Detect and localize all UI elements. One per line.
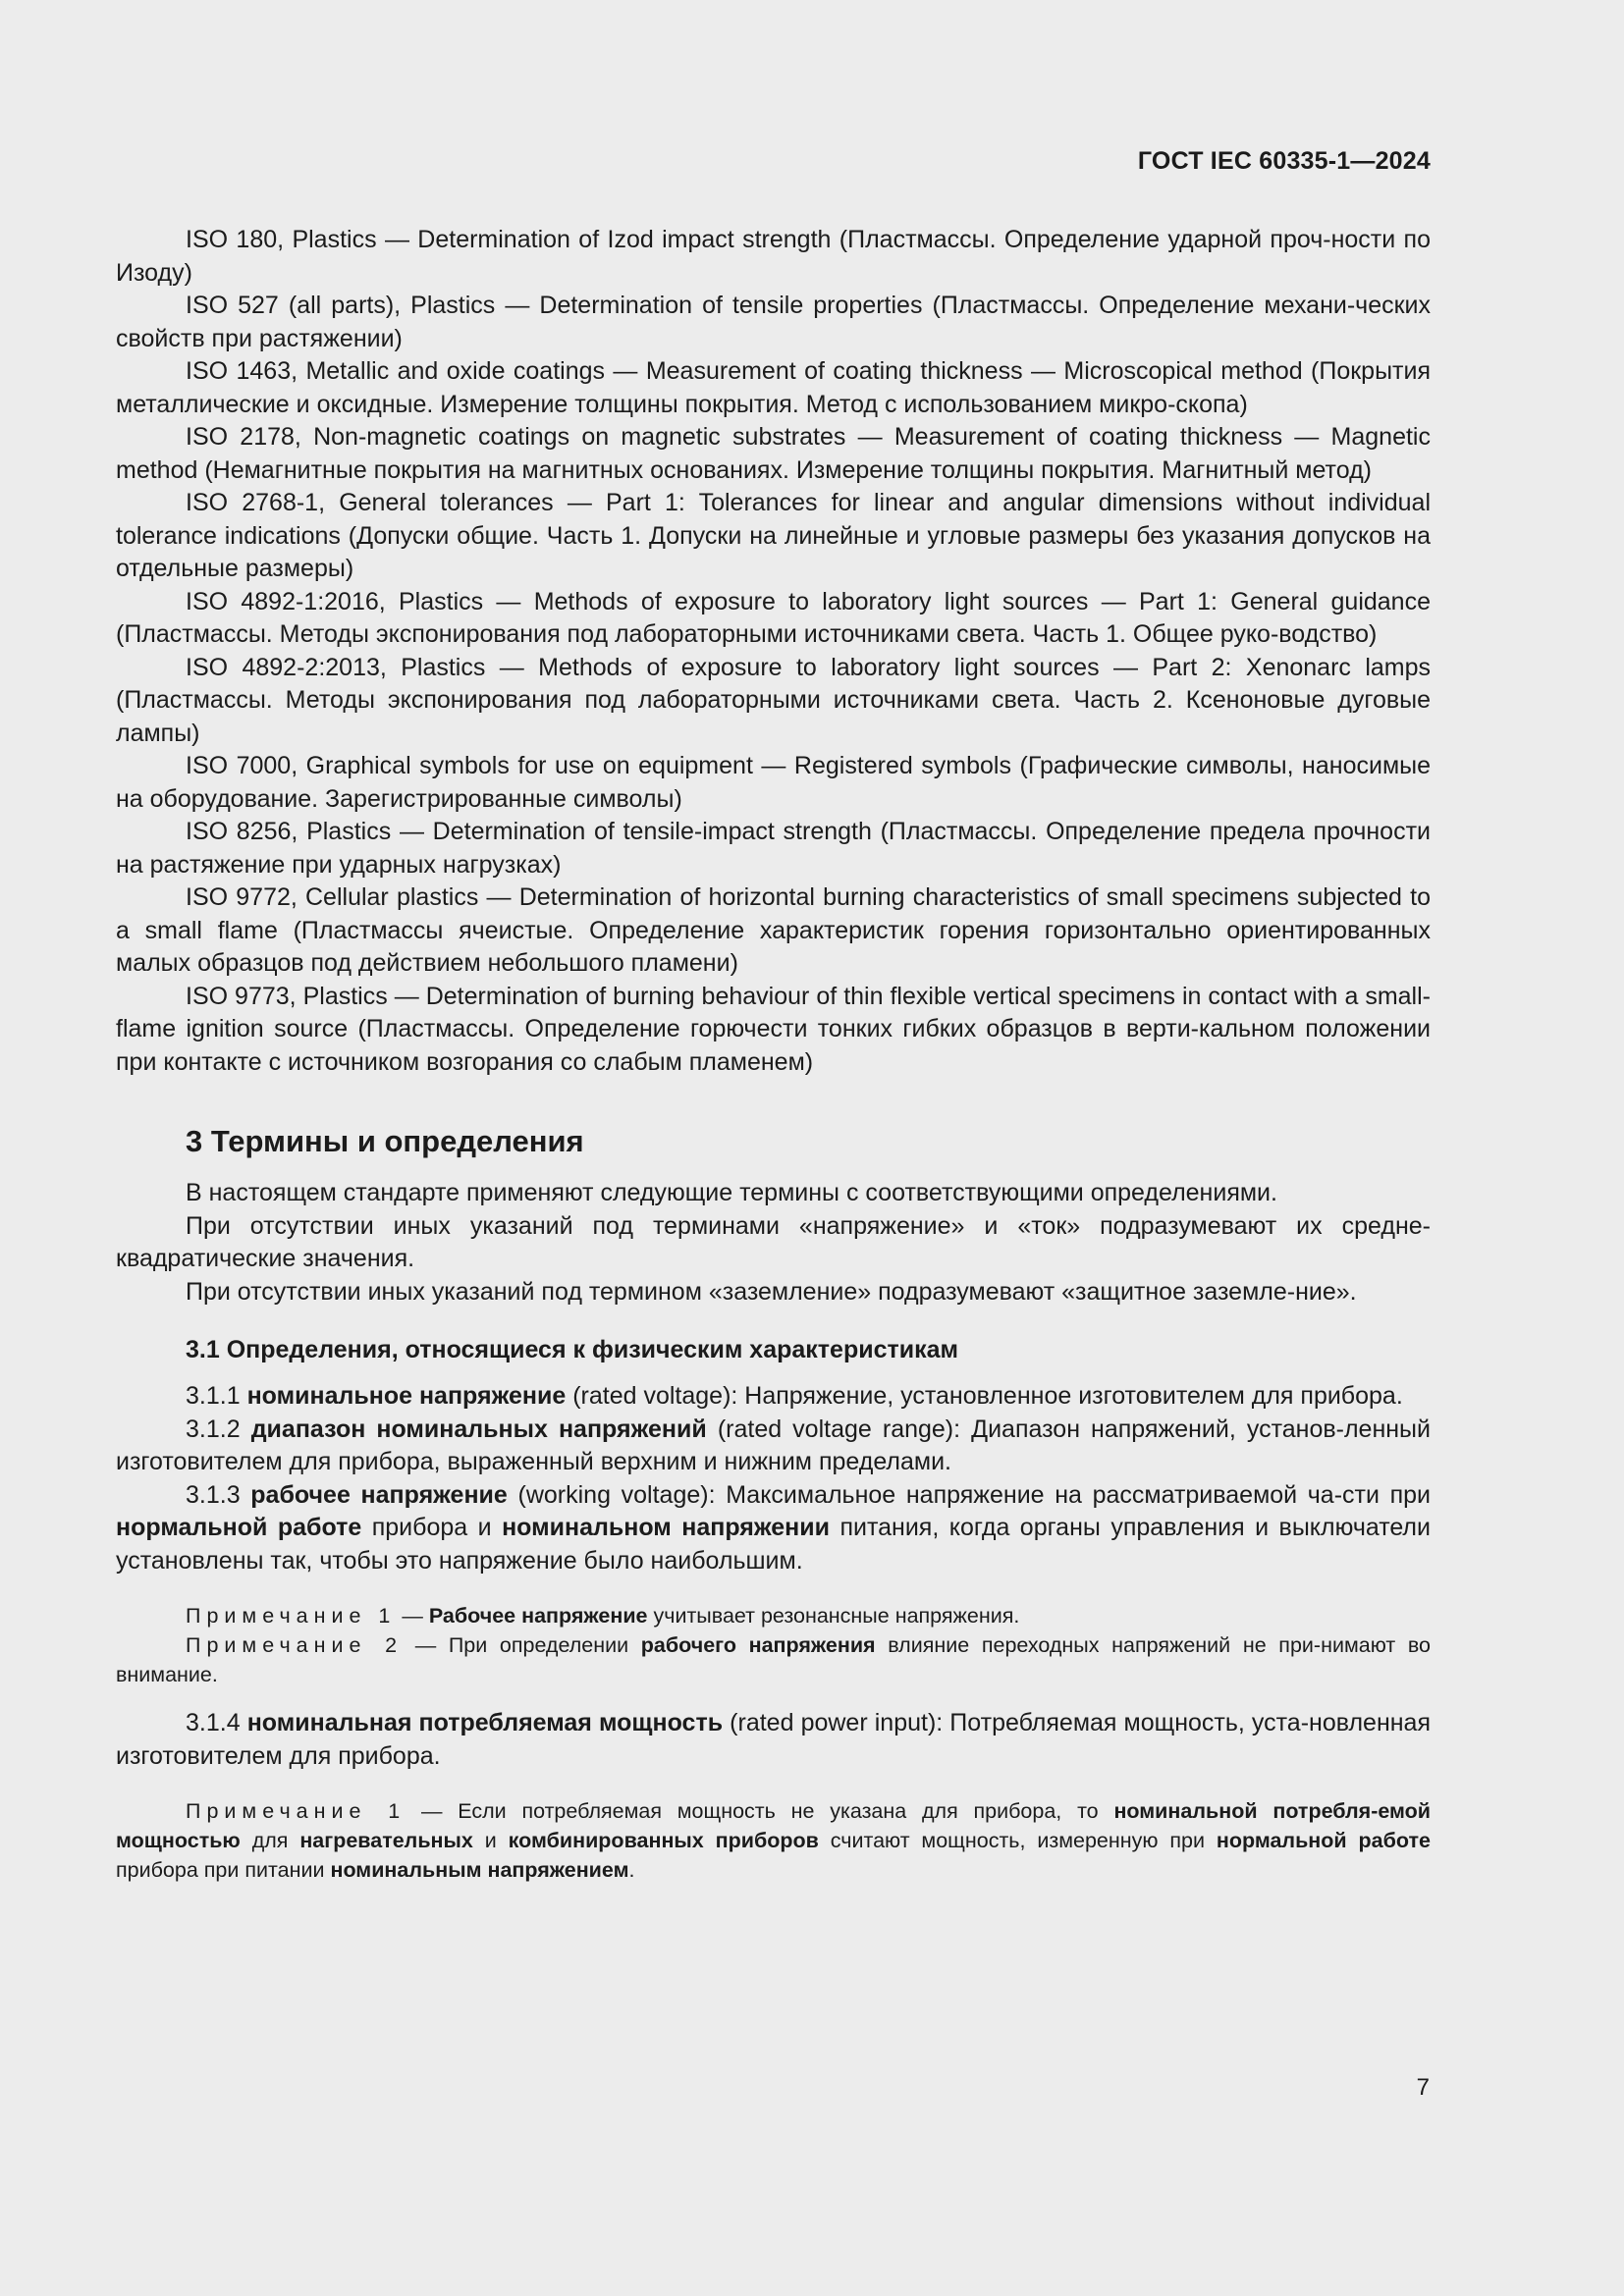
term-reference: нормальной работе	[1216, 1829, 1431, 1852]
term-definition: прибора и	[371, 1514, 492, 1541]
reference-item: ISO 8256, Plastics — Determination of tensile-impact strength (Пластмассы. Определение предела прочности на растяжение при ударных нагрузках)	[116, 818, 1431, 879]
term-number: 3.1.3	[186, 1480, 241, 1509]
page-number: 7	[1416, 2074, 1430, 2101]
term-definition: питания, когда органы управления и выключатели установлены так, чтобы это напряжение было наибольшим.	[116, 1514, 1431, 1575]
term-number: 3.1.4	[186, 1709, 241, 1736]
notes-3-1-3	[116, 1601, 1431, 1689]
note-text: влияние переходных напряжений не при-нимают во внимание.	[116, 1633, 1431, 1686]
intro-paragraph: В настоящем стандарте применяют следующие термины с соответствующими определениями.	[186, 1179, 1277, 1206]
note-label: Примечание 2	[186, 1633, 404, 1657]
term-reference: номинальном напряжении	[502, 1514, 830, 1541]
reference-item: ISO 4892-1:2016, Plastics — Methods of exposure to laboratory light sources — Part 1: General guidance (Пластмассы. Методы экспонирования под лабораторными источниками света. Часть 1. Общее руко-водство)	[116, 587, 1431, 648]
note-text: — При определении	[414, 1633, 629, 1657]
reference-item: ISO 9772, Cellular plastics — Determination of horizontal burning characteristics of small specimens subjected to a small flame (Пластмассы ячеистые. Определение характеристик горения горизонтально ориентированных малых образцов под действием небольшого пламени)	[116, 883, 1431, 977]
intro-paragraph: При отсутствии иных указаний под терминами «напряжение» и «ток» подразумевают их средне-квадратические значения.	[116, 1211, 1431, 1272]
term-name: диапазон номинальных напряжений	[250, 1415, 707, 1443]
term-reference: номинальным напряжением	[330, 1858, 629, 1882]
reference-item: ISO 2768-1, General tolerances — Part 1: Tolerances for linear and angular dimensions without individual tolerance indications (Допуски общие. Часть 1. Допуски на линейные и угловые размеры без указания допусков на отдельные размеры)	[116, 489, 1431, 582]
reference-item: ISO 180, Plastics — Determination of Izod impact strength (Пластмассы. Определение ударной проч-ности по Изоду)	[116, 226, 1431, 287]
note-item	[116, 1630, 1431, 1689]
page-content	[116, 224, 1431, 1902]
reference-item: ISO 9773, Plastics — Determination of burning behaviour of thin flexible vertical specimens in contact with a small-flame ignition source (Пластмассы. Определение горючести тонких гибких образцов в верти-кальном положении при контакте с источником возгорания со слабым пламенем)	[116, 982, 1431, 1076]
term-3-1-4	[116, 1707, 1431, 1773]
reference-item: ISO 4892-2:2013, Plastics — Methods of exposure to laboratory light sources — Part 2: Xenonarc lamps (Пластмассы. Методы экспонирования под лабораторными источниками света. Часть 2. Ксеноновые дуговые лампы)	[116, 653, 1431, 747]
reference-item: ISO 7000, Graphical symbols for use on equipment — Registered symbols (Графические символы, наносимые на оборудование. Зарегистрированные символы)	[116, 752, 1431, 813]
note-label: Примечание 1	[186, 1604, 397, 1628]
note-text: и	[484, 1829, 497, 1852]
reference-item: ISO 527 (all parts), Plastics — Determination of tensile properties (Пластмассы. Определение механи-ческих свойств при растяжении)	[116, 292, 1431, 352]
term-reference: комбинированных приборов	[508, 1829, 819, 1852]
term-reference: Рабочее напряжение	[428, 1604, 648, 1628]
note-text: учитывает резонансные напряжения.	[653, 1604, 1020, 1628]
intro-paragraph: При отсутствии иных указаний под термином «заземление» подразумевают «защитное заземле-ние».	[186, 1277, 1357, 1306]
note-dash: —	[402, 1604, 423, 1628]
note-text: .	[628, 1858, 635, 1882]
reference-item: ISO 1463, Metallic and oxide coatings — Measurement of coating thickness — Microscopical method (Покрытия металлические и оксидные. Измерение толщины покрытия. Метод с использованием микро-скопа)	[116, 357, 1431, 418]
note-item	[116, 1796, 1431, 1885]
term-name: номинальное напряжение	[246, 1382, 567, 1410]
term-3-1-2	[116, 1414, 1431, 1479]
document-header: ГОСТ IEC 60335-1—2024	[1137, 147, 1431, 175]
term-name: номинальная потребляемая мощность	[246, 1709, 724, 1736]
term-number: 3.1.1	[186, 1382, 241, 1410]
term-3-1-1	[116, 1380, 1431, 1414]
note-label: Примечание 1	[186, 1799, 406, 1823]
subsection-title: 3.1 Определения, относящиеся к физическим характеристикам	[186, 1336, 959, 1363]
note-item	[116, 1601, 1431, 1630]
term-definition: (rated voltage range): Диапазон напряжений, установ-ленный изготовителем для прибора, выраженный верхним и нижним пределами.	[116, 1415, 1431, 1475]
note-text: считают мощность, измеренную при	[830, 1829, 1205, 1852]
note-text: для	[251, 1829, 289, 1852]
term-reference: нагревательных	[299, 1829, 473, 1852]
note-text: — Если потребляемая мощность не указана для прибора, то	[420, 1799, 1099, 1823]
term-definition: (working voltage): Максимальное напряжение на рассматриваемой ча-сти при	[517, 1480, 1432, 1509]
term-reference: нормальной работе	[116, 1514, 362, 1541]
term-definition: (rated power input): Потребляемая мощность, уста-новленная изготовителем для прибора.	[116, 1709, 1432, 1770]
note-text: прибора при питании	[116, 1858, 325, 1882]
notes-3-1-4	[116, 1796, 1431, 1885]
term-3-1-3	[116, 1479, 1431, 1578]
term-name: рабочее напряжение	[250, 1480, 508, 1509]
term-number: 3.1.2	[186, 1415, 241, 1443]
normative-references-list	[116, 224, 1431, 1079]
reference-item: ISO 2178, Non-magnetic coatings on magnetic substrates — Measurement of coating thickness — Magnetic method (Немагнитные покрытия на магнитных основаниях. Измерение толщины покрытия. Магнитный метод)	[116, 423, 1431, 484]
term-definition: (rated voltage): Напряжение, установленное изготовителем для прибора.	[572, 1382, 1403, 1410]
section-title: 3 Термины и определения	[186, 1124, 584, 1158]
term-reference: номинальной потребля-емой мощностью	[116, 1799, 1432, 1852]
term-reference: рабочего напряжения	[640, 1633, 876, 1657]
